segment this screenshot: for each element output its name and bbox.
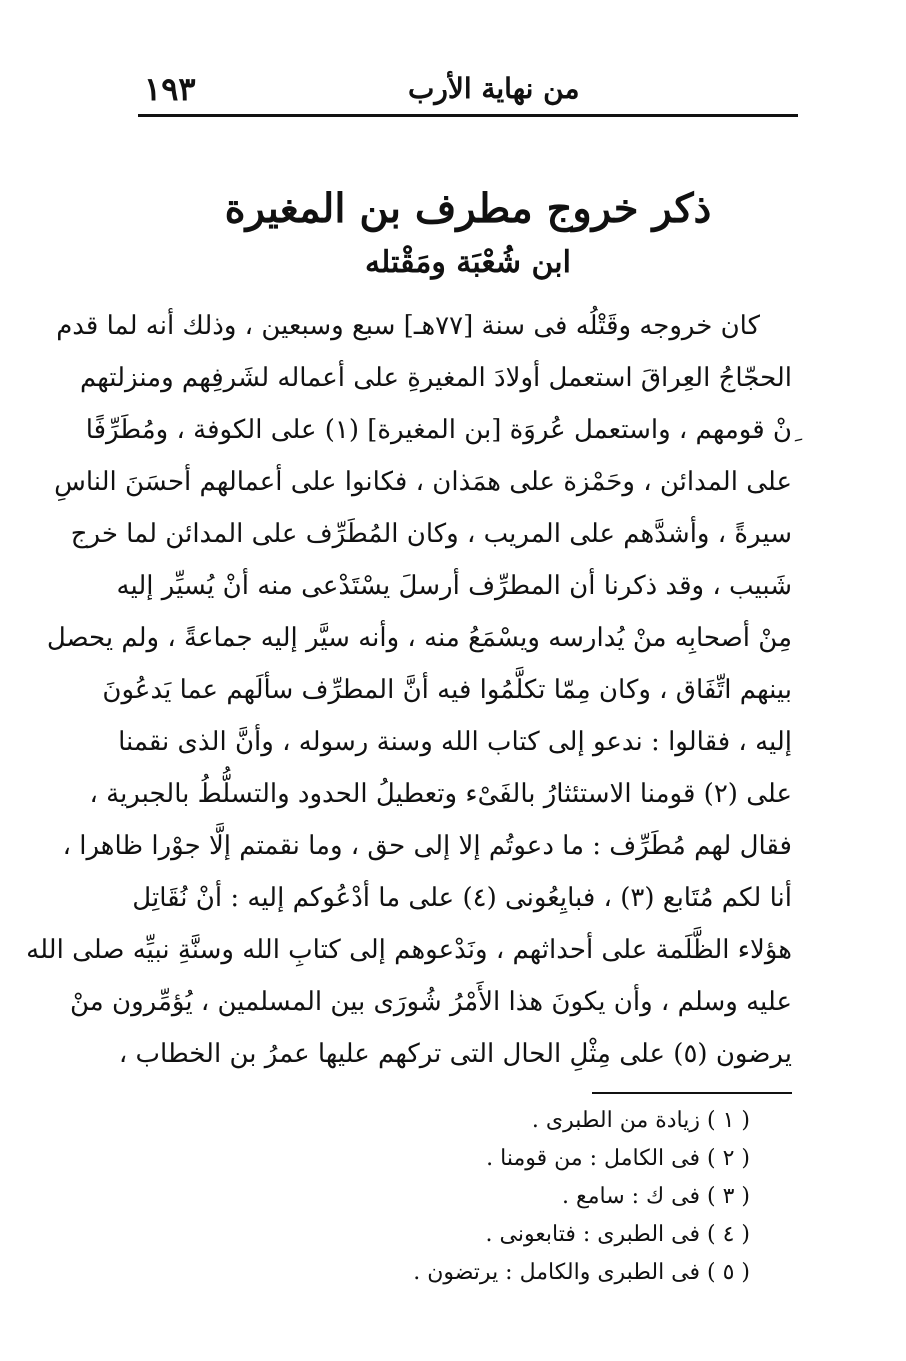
body-line: الحجّاجُ العِراقَ استعمل أولادَ المغيرةِ على أعماله لشَرفِهم ومنزلتهم xyxy=(79,363,792,393)
body-line: شَبيب ، وقد ذكرنا أن المطرِّف أرسلَ يسْتَدْعى منه أنْ يُسيِّر إليه xyxy=(116,571,792,601)
footnote-3: ( ٣ ) فى ك : سامع . xyxy=(562,1184,750,1209)
body-line: ِنْ قومهم ، واستعمل عُروَة [بن المغيرة] (١) على الكوفة ، ومُطَرِّفًا xyxy=(85,415,792,445)
footnotes xyxy=(300,1102,750,1292)
body-line: كان خروجه وقَتْلُه فى سنة [٧٧هـ] سبع وسبعين ، وذلك أنه لما قدم xyxy=(56,311,760,341)
footnote-rule xyxy=(592,1092,792,1094)
footnote-1: ( ١ ) زيادة من الطبرى . xyxy=(531,1108,750,1133)
body-line: بينهم اتِّفَاق ، وكان مِمّا تكلَّمُوا فيه أنَّ المطرِّف سألَهم عما يَدعُونَ xyxy=(102,675,792,705)
chapter-title: ذكر خروج مطرف بن المغيرة xyxy=(224,185,712,232)
running-head xyxy=(138,62,798,112)
body-line: مِنْ أصحابِه منْ يُدارسه ويسْمَعُ منه ، وأنه سيَّر إليه جماعةً ، ولم يحصل xyxy=(46,623,792,653)
body-line: يرضون (٥) على مِثْلِ الحال التى تركهم عليها عمرُ بن الخطاب ، xyxy=(118,1039,792,1069)
body-text xyxy=(26,300,792,1080)
body-line: على المدائن ، وحَمْزة على همَذان ، فكانوا على أعمالهم أحسَنَ الناسِ xyxy=(54,467,792,497)
body-line: عليه وسلم ، وأن يكونَ هذا الأَمْرُ شُورَى بين المسلمين ، يُؤمِّرون منْ xyxy=(70,987,792,1017)
footnote-2: ( ٢ ) فى الكامل : من قومنا . xyxy=(486,1146,750,1171)
body-line: هؤلاء الظَّلَمة على أحداثهم ، ونَدْعوهم إلى كتابِ الله وسنَّةِ نبيِّه صلى الله xyxy=(26,935,792,965)
body-line: إليه ، فقالوا : ندعو إلى كتاب الله وسنة رسوله ، وأنَّ الذى نقمنا xyxy=(118,727,792,757)
body-line: سيرةً ، وأشدَّهم على المريب ، وكان المُطَرِّف على المدائن لما خرج xyxy=(70,519,792,549)
body-line: فقال لهم مُطَرِّف : ما دعوتُم إلا إلى حق ، وما نقمتم إلَّا جوْرا ظاهرا ، xyxy=(62,831,792,861)
body-line: على (٢) قومنا الاستئثارُ بالفَىْء وتعطيلُ الحدود والتسلُّطُ بالجبرية ، xyxy=(89,779,792,809)
running-title: من نهاية الأرب xyxy=(408,72,580,105)
chapter-subtitle: ابن شُعْبَة ومَقْتله xyxy=(365,245,571,280)
body-line: أنا لكم مُتَابع (٣) ، فبايِعُونى (٤) على ما أدْعُوكم إليه : أنْ نُقَاتِل xyxy=(132,883,792,913)
header-rule xyxy=(138,114,798,117)
page-number: ١٩٣ xyxy=(144,70,196,108)
footnote-4: ( ٤ ) فى الطبرى : فتابعونى . xyxy=(485,1222,750,1247)
footnote-5: ( ٥ ) فى الطبرى والكامل : يرتضون . xyxy=(413,1260,750,1285)
